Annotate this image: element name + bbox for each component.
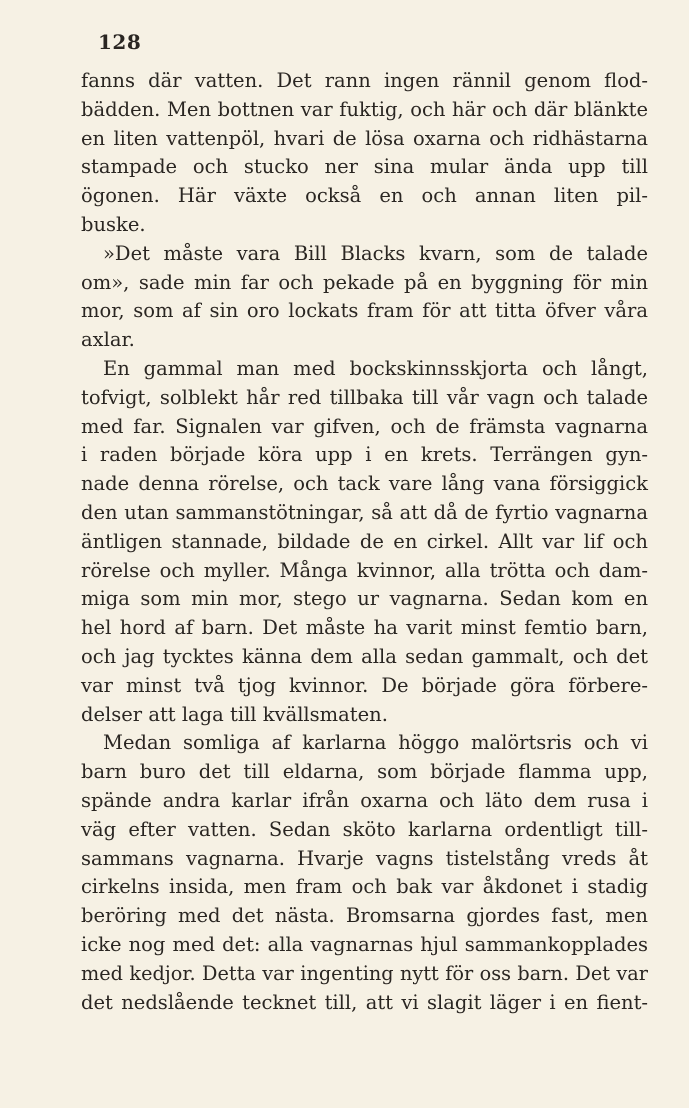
text-line: stampade och stucko ner sina mular ända upp till bbox=[81, 155, 648, 179]
text-line: icke nog med det: alla vagnarnas hjul sammankopplades bbox=[81, 932, 648, 956]
text-line: fanns där vatten. Det rann ingen rännil genom flod- bbox=[81, 69, 648, 92]
text-line: med far. Signalen var gifven, och de främsta vagnarna bbox=[81, 414, 648, 438]
text-line: var minst två tjog kvinnor. De började göra förbere- bbox=[81, 673, 648, 697]
text-line: bädden. Men bottnen var fuktig, och här och där blänkte bbox=[81, 97, 648, 121]
text-line: miga som min mor, stego ur vagnarna. Sedan kom en bbox=[81, 587, 648, 611]
text-line: En gammal man med bockskinnsskjorta och långt, bbox=[103, 356, 648, 380]
text-line: den utan sammanstötningar, så att då de fyrtio vagnarna bbox=[81, 500, 648, 524]
text-line: mor, som af sin oro lockats fram för att titta öfver våra bbox=[81, 299, 648, 323]
body-text bbox=[81, 67, 648, 1017]
text-line: en liten vattenpöl, hvari de lösa oxarna och ridhästarna bbox=[81, 126, 648, 150]
text-line: cirkelns insida, men fram och bak var åkdonet i stadig bbox=[81, 875, 648, 899]
text-line: axlar. bbox=[81, 328, 135, 352]
text-line: tofvigt, solblekt hår red tillbaka till vår vagn och talade bbox=[81, 385, 648, 409]
text-line: ögonen. Här växte också en och annan liten pil- bbox=[81, 184, 648, 208]
text-line: hel hord af barn. Det måste ha varit minst femtio barn, bbox=[81, 616, 648, 640]
text-line: väg efter vatten. Sedan sköto karlarna ordentligt till- bbox=[81, 817, 648, 841]
text-line: i raden började köra upp i en krets. Terrängen gyn- bbox=[81, 443, 648, 467]
text-line: delser att laga till kvällsmaten. bbox=[81, 702, 388, 726]
text-line: »Det måste vara Bill Blacks kvarn, som de talade bbox=[103, 241, 648, 265]
text-line: buske. bbox=[81, 212, 146, 236]
text-line: med kedjor. Detta var ingenting nytt för oss barn. Det var bbox=[81, 961, 648, 985]
text-line: Medan somliga af karlarna höggo malörtsris och vi bbox=[103, 731, 648, 755]
text-line: det nedslående tecknet till, att vi slagit läger i en fient- bbox=[81, 990, 648, 1014]
text-line: spände andra karlar ifrån oxarna och läto dem rusa i bbox=[81, 788, 648, 812]
page-number: 128 bbox=[98, 30, 142, 54]
text-line: om», sade min far och pekade på en byggning för min bbox=[81, 270, 648, 294]
text-line: barn buro det till eldarna, som började flamma upp, bbox=[81, 760, 648, 784]
text-line: nade denna rörelse, och tack vare lång vana försiggick bbox=[81, 472, 648, 496]
text-line: äntligen stannade, bildade de en cirkel. Allt var lif och bbox=[81, 529, 648, 553]
text-line: beröring med det nästa. Bromsarna gjordes fast, men bbox=[81, 904, 648, 928]
text-line: sammans vagnarna. Hvarje vagns tistelstång vreds åt bbox=[81, 846, 648, 870]
text-line: och jag tycktes känna dem alla sedan gammalt, och det bbox=[81, 644, 648, 668]
text-line: rörelse och myller. Många kvinnor, alla trötta och dam- bbox=[81, 558, 648, 582]
